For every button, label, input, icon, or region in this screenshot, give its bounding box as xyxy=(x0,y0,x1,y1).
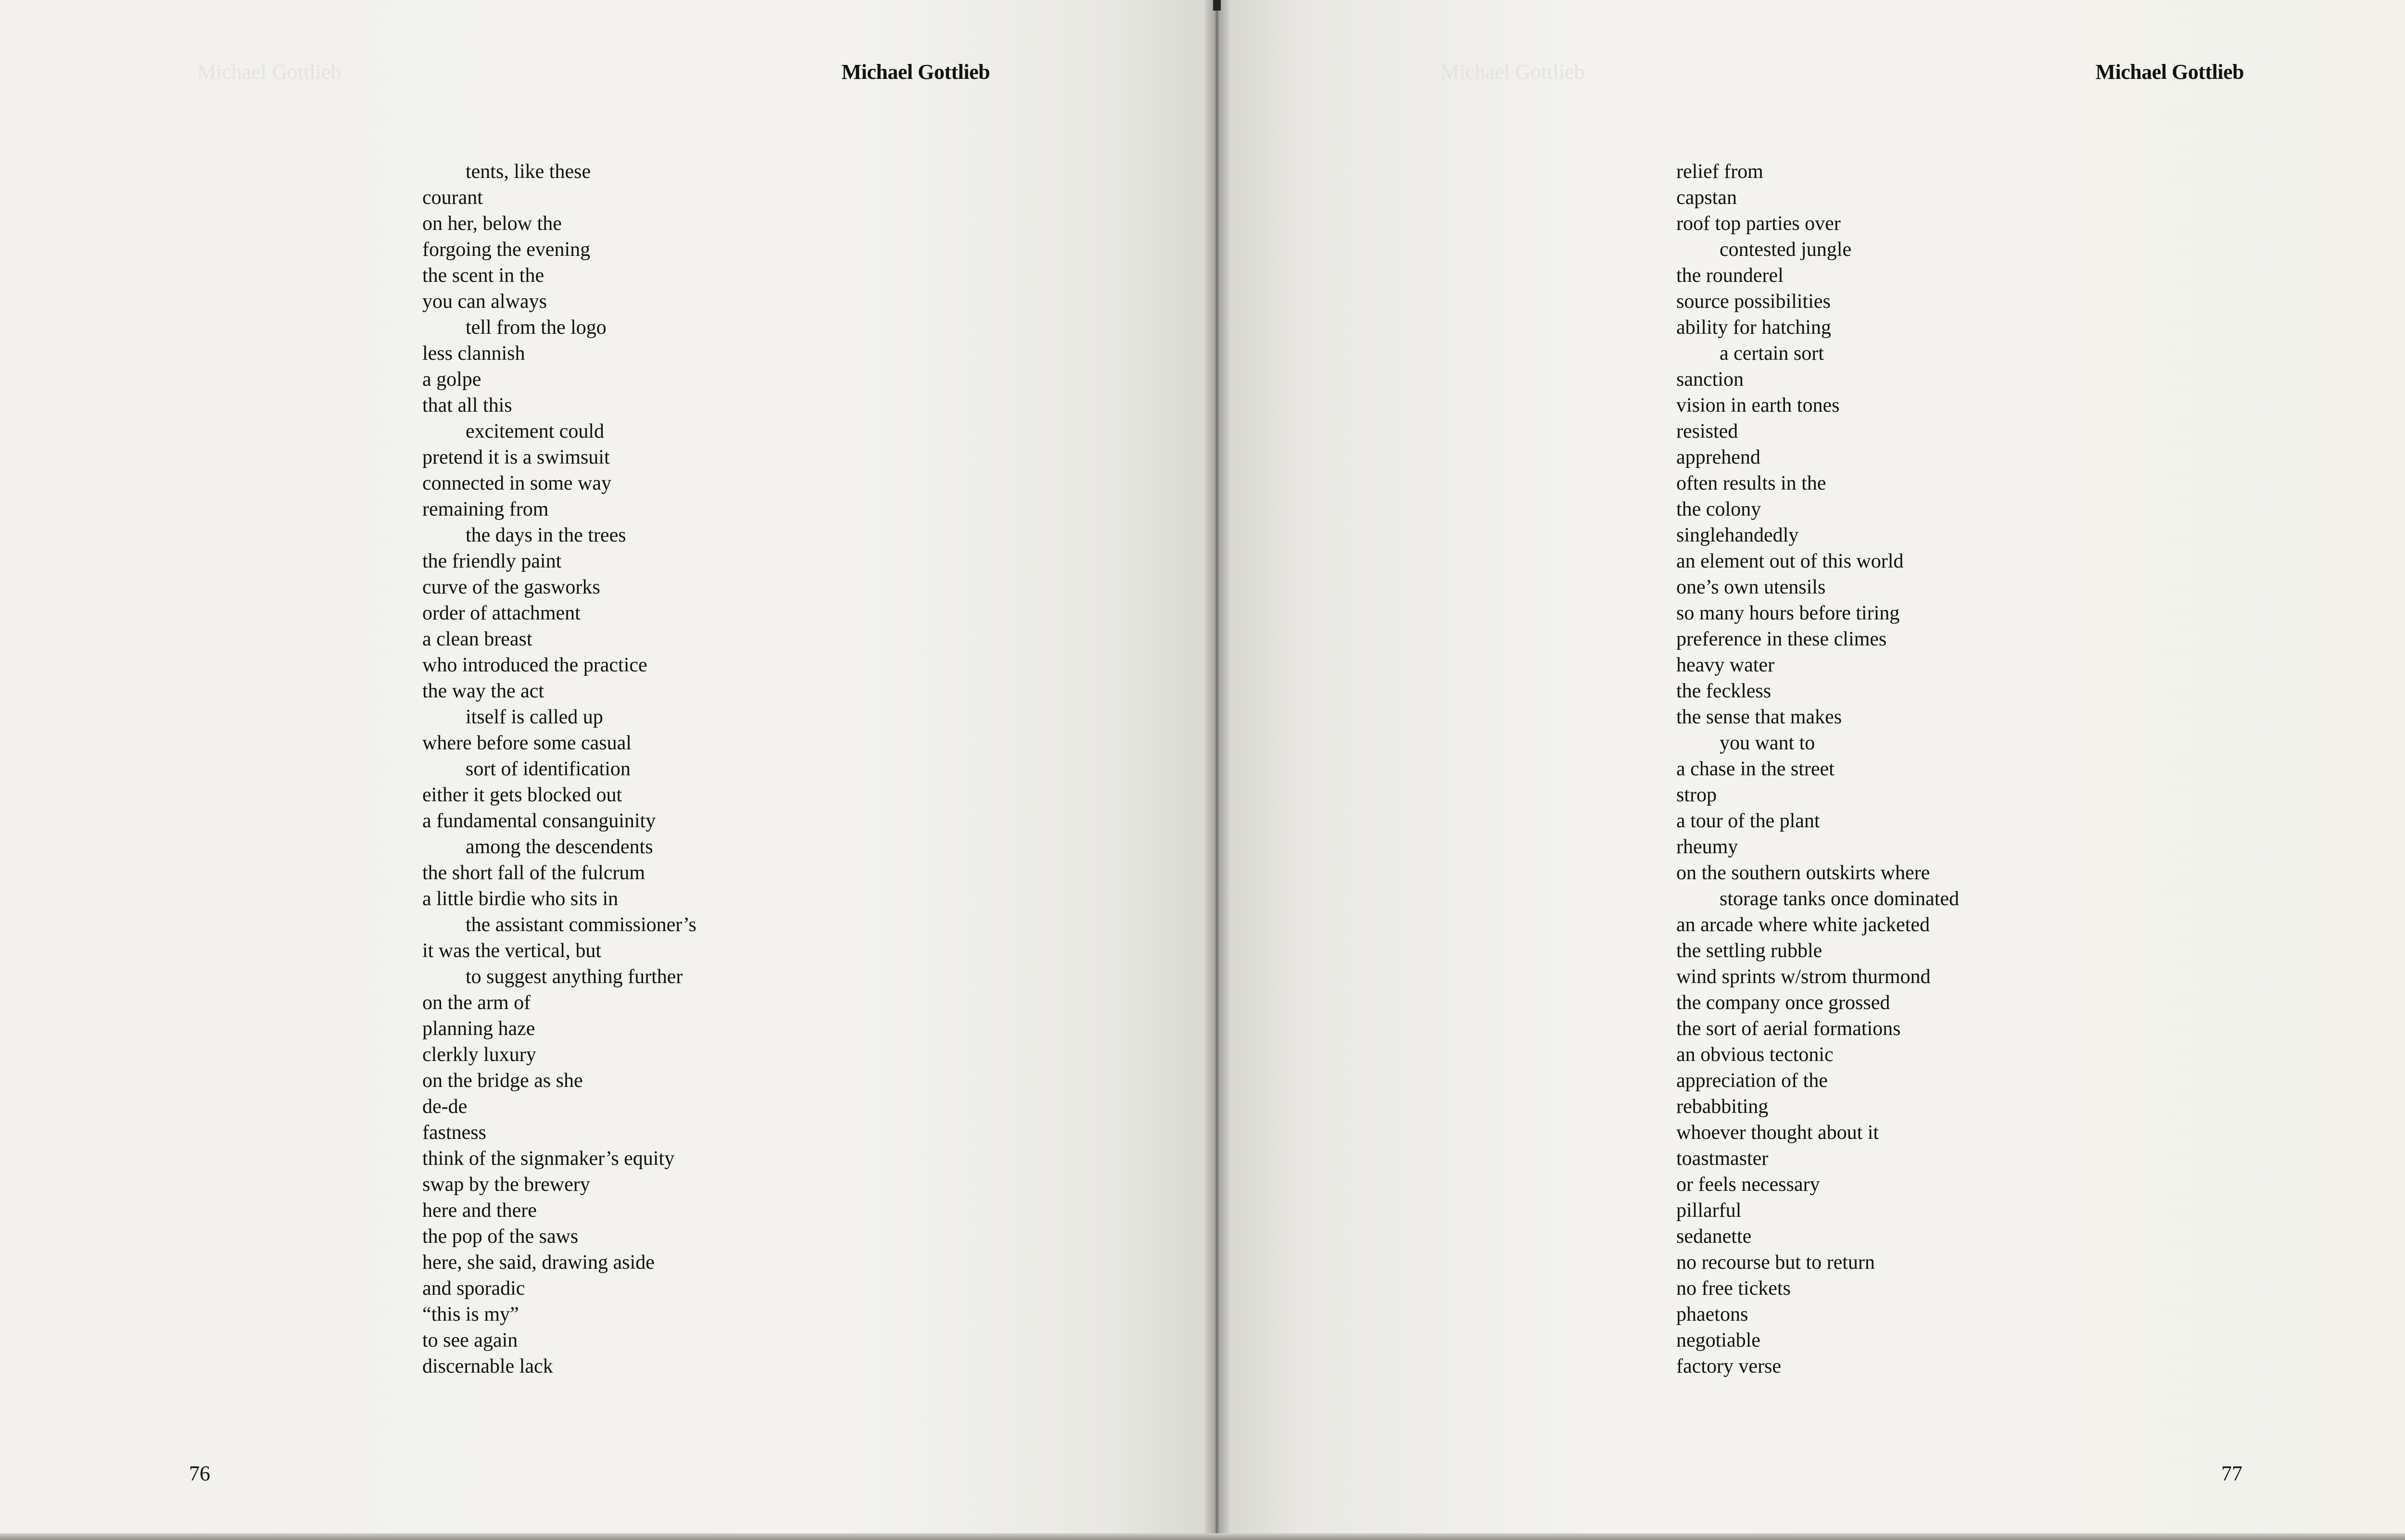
poem-line: you can always xyxy=(422,290,547,313)
poem-line: apprehend xyxy=(1676,446,1760,468)
poem-line: the colony xyxy=(1676,498,1761,520)
poem-line: roof top parties over xyxy=(1676,213,1841,235)
poem-line: the sense that makes xyxy=(1676,706,1842,728)
poem-line: ability for hatching xyxy=(1676,316,1831,339)
poem-line: one’s own utensils xyxy=(1676,576,1826,598)
poem-line: heavy water xyxy=(1676,654,1775,676)
poem-line: no recourse but to return xyxy=(1676,1251,1875,1274)
poem-line: here, she said, drawing aside xyxy=(422,1251,655,1274)
poem-line: the scent in the xyxy=(422,265,544,287)
poem-line: itself is called up xyxy=(466,706,603,728)
poem-line: whoever thought about it xyxy=(1676,1122,1879,1144)
poem-line: an arcade where white jacketed xyxy=(1676,914,1930,936)
page-bottom-edge xyxy=(0,1533,2405,1540)
poem-line: de-de xyxy=(422,1096,468,1118)
poem-line: resisted xyxy=(1676,420,1738,442)
left-running-head: Michael Gottlieb xyxy=(841,60,990,84)
poem-line: on her, below the xyxy=(422,213,562,235)
poem-line: no free tickets xyxy=(1676,1277,1791,1300)
right-poem-text xyxy=(1676,159,1959,1379)
poem-line: the sort of aerial formations xyxy=(1676,1018,1901,1040)
book-gutter xyxy=(1205,0,1229,1540)
poem-line: courant xyxy=(422,187,483,209)
poem-line: discernable lack xyxy=(422,1355,553,1377)
right-page xyxy=(1229,0,2405,1540)
poem-line: it was the vertical, but xyxy=(422,940,602,962)
poem-line: negotiable xyxy=(1676,1329,1760,1351)
poem-line: phaetons xyxy=(1676,1303,1748,1325)
poem-line: toastmaster xyxy=(1676,1148,1769,1170)
poem-line: contested jungle xyxy=(1720,239,1852,261)
poem-line: curve of the gasworks xyxy=(422,576,600,598)
poem-line: the company once grossed xyxy=(1676,992,1890,1014)
spine-top-mark xyxy=(1213,0,1221,11)
poem-line: a fundamental consanguinity xyxy=(422,810,656,832)
left-show-through-text: Michael Gottlieb xyxy=(197,60,342,84)
poem-line: rebabbiting xyxy=(1676,1096,1769,1118)
poem-line: the short fall of the fulcrum xyxy=(422,862,646,884)
poem-line: remaining from xyxy=(422,498,549,520)
poem-line: to see again xyxy=(422,1329,518,1351)
poem-line: the pop of the saws xyxy=(422,1225,579,1248)
poem-line: swap by the brewery xyxy=(422,1174,590,1196)
poem-line: order of attachment xyxy=(422,602,581,624)
poem-line: a golpe xyxy=(422,368,481,391)
poem-line: sedanette xyxy=(1676,1225,1752,1248)
poem-line: a tour of the plant xyxy=(1676,810,1820,832)
poem-line: an obvious tectonic xyxy=(1676,1044,1834,1066)
poem-line: on the arm of xyxy=(422,992,531,1014)
poem-line: source possibilities xyxy=(1676,290,1831,313)
poem-line: you want to xyxy=(1720,732,1815,754)
poem-line: relief from xyxy=(1676,161,1763,183)
poem-line: and sporadic xyxy=(422,1277,525,1300)
poem-line: capstan xyxy=(1676,187,1737,209)
poem-line: wind sprints w/strom thurmond xyxy=(1676,966,1931,988)
poem-line: the assistant commissioner’s xyxy=(466,914,696,936)
poem-line: tents, like these xyxy=(466,161,591,183)
poem-line: tell from the logo xyxy=(466,316,607,339)
poem-line: on the southern outskirts where xyxy=(1676,862,1930,884)
poem-line: vision in earth tones xyxy=(1676,394,1840,417)
right-page-number: 77 xyxy=(2221,1462,2242,1485)
poem-line: sort of identification xyxy=(466,758,631,780)
poem-line: connected in some way xyxy=(422,472,612,494)
poem-line: that all this xyxy=(422,394,512,417)
poem-line: storage tanks once dominated xyxy=(1720,888,1960,910)
left-page-number: 76 xyxy=(189,1462,210,1485)
poem-line: rheumy xyxy=(1676,836,1738,858)
poem-line: forgoing the evening xyxy=(422,239,591,261)
poem-line: a certain sort xyxy=(1720,342,1824,365)
poem-line: excitement could xyxy=(466,420,605,442)
poem-line: the rounderel xyxy=(1676,265,1784,287)
poem-line: pretend it is a swimsuit xyxy=(422,446,610,468)
poem-line: sanction xyxy=(1676,368,1744,391)
poem-line: the settling rubble xyxy=(1676,940,1823,962)
right-running-head: Michael Gottlieb xyxy=(2095,60,2244,84)
poem-line: a little birdie who sits in xyxy=(422,888,619,910)
poem-line: where before some casual xyxy=(422,732,632,754)
poem-line: “this is my” xyxy=(422,1303,519,1325)
poem-line: fastness xyxy=(422,1122,486,1144)
poem-line: pillarful xyxy=(1676,1199,1742,1222)
right-show-through-text: Michael Gottlieb xyxy=(1441,60,1585,84)
poem-line: to suggest anything further xyxy=(466,966,683,988)
poem-line: planning haze xyxy=(422,1018,535,1040)
poem-line: less clannish xyxy=(422,342,525,365)
poem-line: so many hours before tiring xyxy=(1676,602,1900,624)
left-poem-text xyxy=(422,159,696,1379)
poem-line: the feckless xyxy=(1676,680,1772,702)
poem-line: clerkly luxury xyxy=(422,1044,536,1066)
poem-line: either it gets blocked out xyxy=(422,784,622,806)
poem-line: among the descendents xyxy=(466,836,653,858)
poem-line: think of the signmaker’s equity xyxy=(422,1148,675,1170)
poem-line: the way the act xyxy=(422,680,544,702)
poem-line: the days in the trees xyxy=(466,524,626,546)
poem-line: preference in these climes xyxy=(1676,628,1887,650)
poem-line: or feels necessary xyxy=(1676,1174,1820,1196)
poem-line: a clean breast xyxy=(422,628,532,650)
poem-line: here and there xyxy=(422,1199,537,1222)
poem-line: strop xyxy=(1676,784,1717,806)
poem-line: a chase in the street xyxy=(1676,758,1835,780)
poem-line: the friendly paint xyxy=(422,550,562,572)
poem-line: an element out of this world xyxy=(1676,550,1904,572)
poem-line: appreciation of the xyxy=(1676,1070,1828,1092)
poem-line: factory verse xyxy=(1676,1355,1782,1377)
poem-line: on the bridge as she xyxy=(422,1070,583,1092)
poem-line: singlehandedly xyxy=(1676,524,1799,546)
poem-line: often results in the xyxy=(1676,472,1826,494)
poem-line: who introduced the practice xyxy=(422,654,647,676)
